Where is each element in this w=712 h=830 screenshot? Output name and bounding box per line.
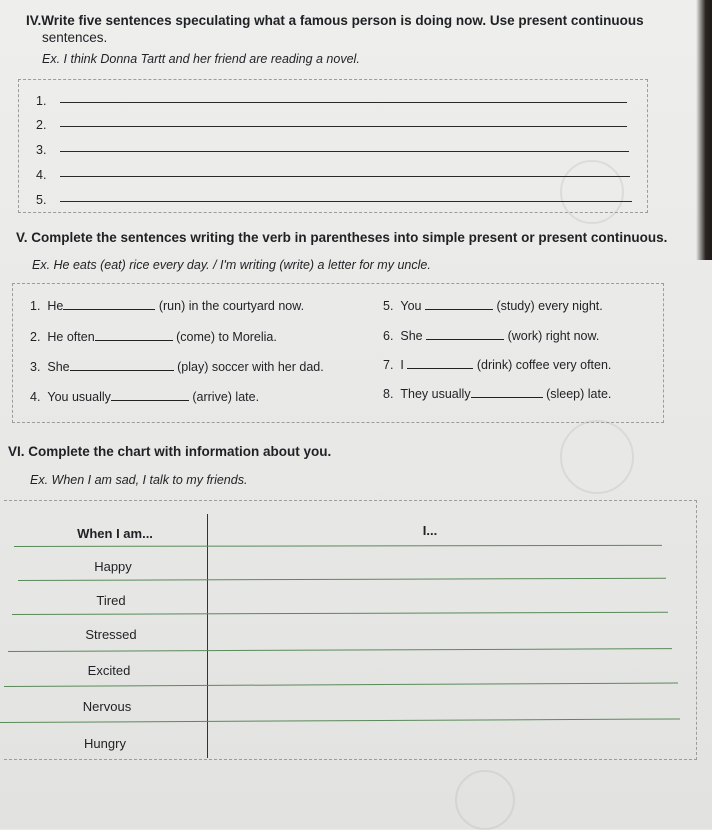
- chart-answer-cell[interactable]: [208, 582, 664, 612]
- section-5-example: Ex. He eats (eat) rice every day. / I'm writing (write) a letter for my uncle.: [32, 258, 431, 272]
- answer-line-5[interactable]: [60, 201, 632, 202]
- exercise-item: 1. He (run) in the courtyard now.: [30, 299, 305, 313]
- chart-row-label: Nervous: [82, 699, 132, 714]
- decorative-circle-doodle: [455, 770, 515, 830]
- chart-header-i: I...: [422, 523, 438, 538]
- chart-row-label: Stressed: [85, 627, 137, 642]
- chart-answer-cell[interactable]: [208, 724, 678, 756]
- chart-header-when-i-am: When I am...: [77, 526, 153, 541]
- section-4-title: IV.Write five sentences speculating what a famous person is doing now. Use present continuous: [26, 13, 644, 28]
- answer-line-3[interactable]: [60, 151, 629, 152]
- decorative-atom-doodle: [560, 420, 634, 494]
- chart-row-label: Happy: [94, 559, 132, 574]
- answer-blank[interactable]: [63, 298, 155, 310]
- chart-row-label: Excited: [87, 663, 131, 678]
- page-edge-shadow: [696, 0, 712, 260]
- line-number: 2.: [36, 118, 47, 132]
- chart-row-label: Hungry: [84, 736, 126, 751]
- answer-blank[interactable]: [407, 357, 473, 369]
- exercise-item: 2. He often (come) to Morelia.: [30, 330, 277, 344]
- section-6-example: Ex. When I am sad, I talk to my friends.: [30, 473, 248, 487]
- exercise-item: 5. You (study) every night.: [383, 299, 603, 313]
- section-4-answer-box: [18, 79, 648, 213]
- section-5-title: V. Complete the sentences writing the verb in parentheses into simple present or present continuous.: [16, 230, 668, 245]
- answer-blank[interactable]: [425, 298, 493, 310]
- line-number: 5.: [36, 193, 47, 207]
- chart-answer-cell[interactable]: [208, 653, 672, 683]
- exercise-item: 8. They usually (sleep) late.: [383, 387, 612, 401]
- section-6-title: VI. Complete the chart with information about you.: [8, 444, 332, 459]
- answer-blank[interactable]: [70, 359, 174, 371]
- section-4-example: Ex. I think Donna Tartt and her friend are reading a novel.: [42, 52, 360, 66]
- section-4-title-cont: sentences.: [42, 30, 108, 45]
- exercise-item: 7. I (drink) coffee very often.: [383, 358, 612, 372]
- exercise-item: 3. She (play) soccer with her dad.: [30, 360, 324, 374]
- chart-row-label: Tired: [96, 593, 126, 608]
- exercise-item: 6. She (work) right now.: [383, 329, 600, 343]
- answer-line-4[interactable]: [60, 176, 630, 177]
- answer-line-1[interactable]: [60, 102, 627, 103]
- exercise-item: 4. You usually (arrive) late.: [30, 390, 260, 404]
- answer-blank[interactable]: [95, 329, 173, 341]
- chart-answer-cell[interactable]: [208, 548, 664, 578]
- line-number: 4.: [36, 168, 47, 182]
- line-number: 3.: [36, 143, 47, 157]
- answer-blank[interactable]: [426, 328, 504, 340]
- chart-answer-cell[interactable]: [208, 616, 668, 646]
- line-number: 1.: [36, 94, 47, 108]
- chart-answer-cell[interactable]: [208, 688, 676, 718]
- answer-line-2[interactable]: [60, 126, 627, 127]
- answer-blank[interactable]: [111, 389, 189, 401]
- answer-blank[interactable]: [471, 386, 543, 398]
